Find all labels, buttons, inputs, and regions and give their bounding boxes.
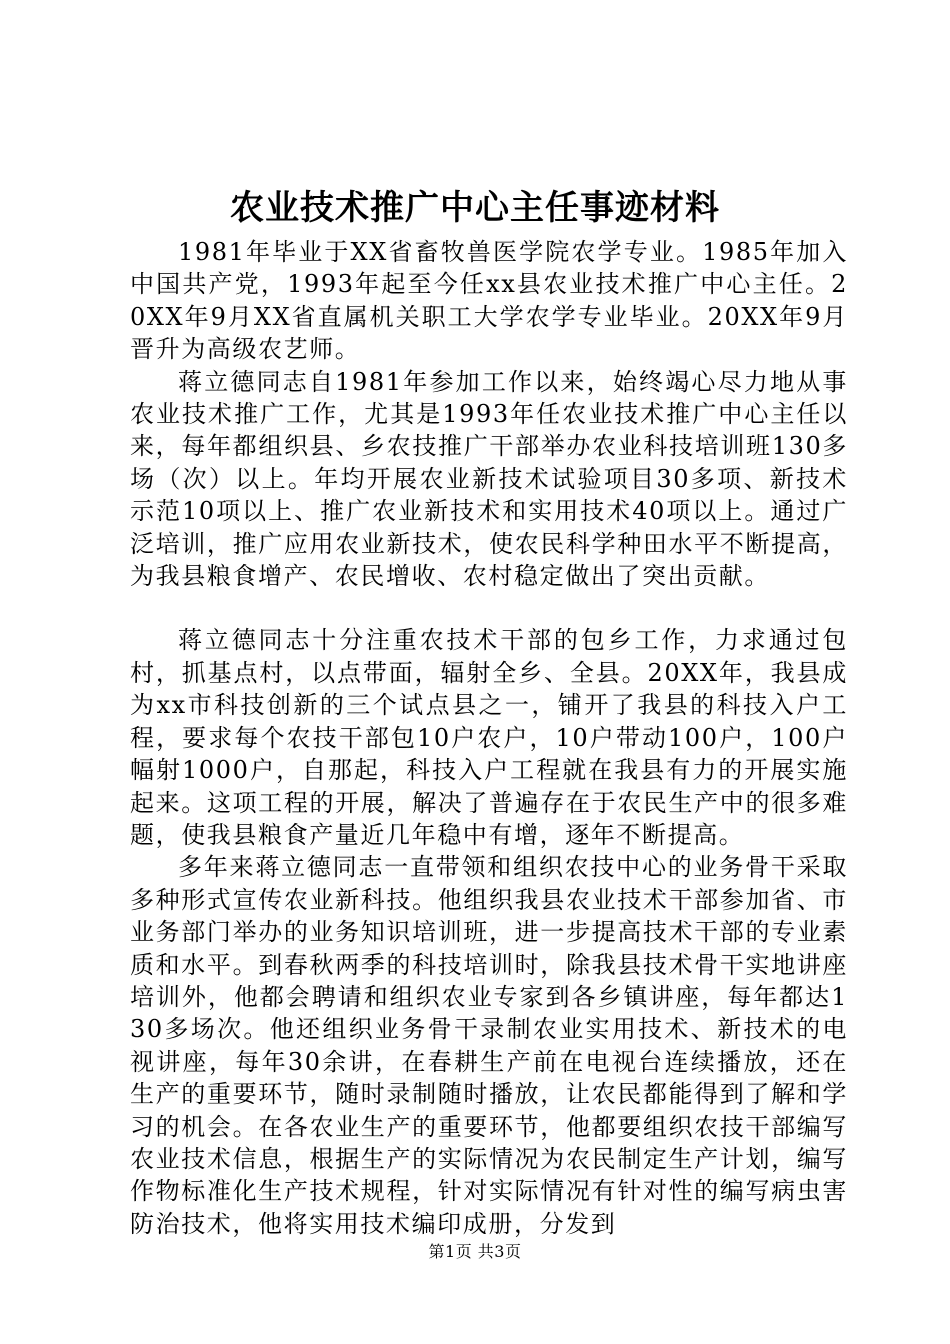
document-title: 农业技术推广中心主任事迹材料 — [230, 188, 720, 228]
paragraph-1: 1981年毕业于XX省畜牧兽医学院农学专业。1985年加入中国共产党，1993年起至今任xx县农业技术推广中心主任。20XX年9月XX省直属机关职工大学农学专业毕业。20XX年9月晋升为高级农艺师。 — [130, 238, 848, 364]
document-body — [130, 236, 848, 1240]
paragraph-3: 蒋立德同志十分注重农技术干部的包乡工作，力求通过包村，抓基点村，以点带面，辐射全乡、全县。20XX年，我县成为xx市科技创新的三个试点县之一，铺开了我县的科技入户工程，要求每个农技干部包10户农户，10户带动100户，100户幅射1000户，自那起，科技入户工程就在我县有力的开展实施起来。这项工程的开展，解决了普遍存在于农民生产中的很多难题，使我县粮食产量近几年稳中有增，逐年不断提高。 — [130, 626, 848, 849]
paragraph-4: 多年来蒋立德同志一直带领和组织农技中心的业务骨干采取多种形式宣传农业新科技。他组织我县农业技术干部参加省、市业务部门举办的业务知识培训班，进一步提高技术干部的专业素质和水平。到春秋两季的科技培训时，除我县技术骨干实地讲座培训外，他都会聘请和组织农业专家到各乡镇讲座，每年都达130多场次。他还组织业务骨干录制农业实用技术、新技术的电视讲座，每年30余讲，在春耕生产前在电视台连续播放，还在生产的重要环节，随时录制随时播放，让农民都能得到了解和学习的机会。在各农业生产的重要环节，他都要组织农技干部编写农业技术信息，根据生产的实际情况为农民制定生产计划，编写作物标准化生产技术规程，针对实际情况有针对性的编写病虫害防治技术，他将实用技术编印成册，分发到 — [130, 853, 848, 1238]
paragraph-2: 蒋立德同志自1981年参加工作以来，始终竭心尽力地从事农业技术推广工作，尤其是1993年任农业技术推广中心主任以来，每年都组织县、乡农技推广干部举办农业科技培训班130多场（次）以上。年均开展农业新技术试验项目30多项、新技术示范10项以上、推广农业新技术和实用技术40项以上。通过广泛培训，推广应用农业新技术，使农民科学种田水平不断提高，为我县粮食增产、农民增收、农村稳定做出了突出贡献。 — [130, 367, 848, 591]
page-footer: 第1页 共3页 — [428, 1242, 522, 1261]
paragraph-spacer — [130, 592, 848, 624]
